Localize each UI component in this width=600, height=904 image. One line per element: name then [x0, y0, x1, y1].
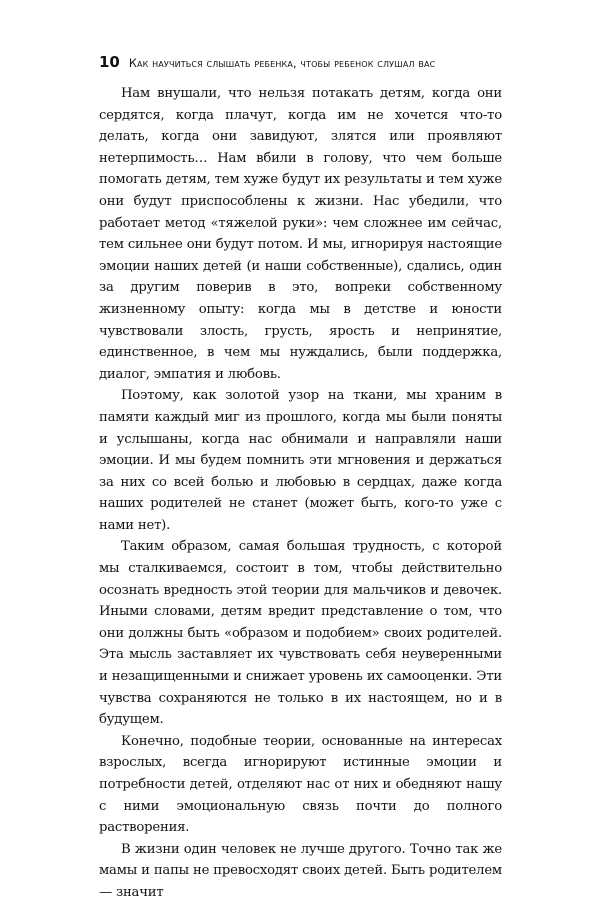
paragraph: Нам внушали, что нельзя потакать детям, когда они сердятся, когда плачут, когда им не хочется что-то делать, когда они завидуют, злятся или проявляют нетерпимость… Нам вбили в голову, что чем больше помогать детям, тем хуже будут их результаты и тем хуже они будут приспособлены к жизни. Нас убедили, что работает метод «тяжелой руки»: чем сложнее им сейчас, тем сильнее они будут потом. И мы, игнорируя настоящие эмоции наших детей (и наши собственные), сдались, один за другим поверив в это, вопреки собственному жизненному опыту: когда мы в детстве и юности чувствовали злость, грусть, ярость и непринятие, единственное, в чем мы нуждались, были поддержка, диалог, эмпатия и любовь. [99, 86, 502, 382]
paragraph: Таким образом, самая большая трудность, с которой мы сталкиваемся, состоит в том, чтобы действительно осознать вредность этой теории для мальчиков и девочек. Иными словами, детям вредит представление о том, что они должны быть «образом и подобием» своих родителей. Эта мысль заставляет их чувствовать себя неуверенными и незащищенными и снижает уровень их самооценки. Эти чувства сохраняются не только в их настоящем, но и в будущем. [99, 539, 502, 728]
body-text [99, 83, 502, 904]
paragraph: В жизни один человек не лучше другого. Точно так же мамы и папы не превосходят своих детей. Быть родителем — значит [99, 841, 502, 900]
running-title: Как научиться слышать ребенка, чтобы ребенок слушал вас [128, 57, 436, 70]
running-head [99, 53, 519, 73]
paragraph: Поэтому, как золотой узор на ткани, мы храним в памяти каждый миг из прошлого, когда мы были поняты и услышаны, когда нас обнимали и направляли наши эмоции. И мы будем помнить эти мгновения и держаться за них со всей болью и любовью в сердцах, даже когда наших родителей не станет (может быть, кого-то уже с нами нет). [99, 388, 502, 533]
page-number: 10 [99, 53, 120, 71]
paragraph: Конечно, подобные теории, основанные на интересах взрослых, всегда игнорируют истинные эмоции и потребности детей, отделяют нас от них и обедняют нашу с ними эмоциональную связь почти до полного растворения. [99, 733, 502, 836]
